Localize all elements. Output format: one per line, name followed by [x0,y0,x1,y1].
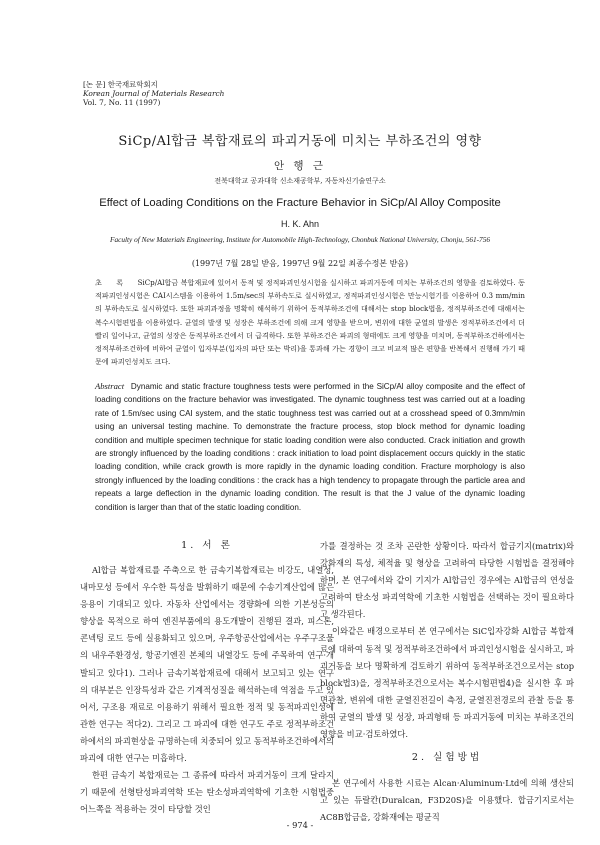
abstract-english-text: Dynamic and static fracture toughness tests were performed in the SiCp/Al alloy composite and the effect of loading conditions on the fracture behavior was investigated. The dynamic toughness test was carried out at a loading rate of 1.5m/sec using CAI system, and the static toughness test was carried out at a crosshead speed of 0.3mm/min using an universal testing machine. To demonstrate the fracture process, stop block method for dynamic loading condition and multiple specimen technique for static loading condition were also conducted. Crack initiation and growth are strongly influenced by the loading conditions : crack initiation to load point displacement occurs quickly in the static loading condition, while crack growth is more rapidly in the dynamic loading condition. Fracture morphology is also strongly influenced by the loading conditions : the crack has a high tendency to propagate through the particle area and repeats a large deflection in the dynamic loading condition. The result is that the J value of the dynamic loading condition is larger than that of the static loading condition. [95,382,525,512]
title-korean: SiCp/Al합금 복합재료의 파괴거동에 미치는 부하조건의 영향 [118,134,482,149]
author-korean: 안 행 근 [273,160,327,172]
intro-paragraph-1: Al합금 복합재료를 주축으로 한 금속기복합재료는 비강도, 내열성, 내마모성 등에서 우수한 특성을 발휘하기 때문에 수송기계산업에 많은 응용이 기대되고 있다. 자동차 산업에서는 경량화에 의한 기본성능의 향상을 목적으로 하여 엔진부품에의 용도개발이 진행된 결과, 피스톤, 콘넥팅 로드 등에 실용화되고 있으며, 우주항공산업에서는 우주구조물의 내우주환경성, 항공기엔진 본체의 내열강도 등에 주목하여 연구·개발되고 있다1). 그러나 금속기복합재료에 대해서 보고되고 있는 연구의 대부분은 인장특성과 같은 기계적성질을 해석하는데 역점을 두고 있어서, 구조용 재료로 이용하기 위해서 필요한 정적 및 동적파괴인성에 관한 연구는 적다2). 그리고 그 파괴에 대한 연구도 주로 정적부하조건하에서의 파괴현상을 규명하는데 치중되어 있고 동적부하조건하에서의 파괴에 대한 연구는 미흡하다. [80,565,334,764]
author-english: H. K. Ahn [280,219,320,229]
left-column [80,538,334,818]
title-english: Effect of Loading Conditions on the Fracture Behavior in SiCp/Al Alloy Composite [99,197,501,209]
affiliation-korean: 전북대학교 공과대학 신소재공학부, 자동차신기술연구소 [214,177,386,185]
experimental-paragraph-1: 본 연구에서 사용한 시료는 Alcan·Aluminum·Ltd에 의해 생산되고 있는 듀랄칸(Duralcan, F3D20S)을 이용했다. 합금기지로서는 AC8B합금을, 강화재에는 평균직 [320,778,574,823]
abstract-korean [95,276,525,368]
abstract-korean-text: SiCp/Al합금 복합재료에 있어서 동적 및 정적파괴인성시험을 실시하고 파괴거동에 미치는 부하조건의 영향을 검토하였다. 동적파괴인성시험은 CAI시스템을 이용하여 1.5m/sec의 부하속도로 실시하였고, 정적파괴인성시험은 만능시험기를 이용하여 0.3 mm/min의 부하속도로 실시하였다. 또한 파괴과정을 명확히 해석하기 위하여 동적부하조건에 대해서는 stop block법을, 정적부하조건에 대해서는 복수시험편법을 이용하였다. 균열의 발생 및 성장은 부하조건에 의해 크게 영향을 받으며, 변위에 대한 균열의 발생은 정적부하조건에서 더 빨리 일어나고, 균열의 성장은 동적부하조건에서 더 급격하다. 또한 부하조건은 파괴의 형태에도 크게 영향을 미치며, 동적부하조건하에서는 정적부하조건하에 비하여 균열이 입자부분(입자의 파단 또는 박리)을 통과해 가는 경향이 크고 비교적 많은 편향을 반복해서 진행해 가기 때문에 파괴인성치도 크다. [95,278,525,367]
intro-paragraph-3: 이와같은 배경으로부터 본 연구에서는 SiC입자강화 Al합금 복합재료에 대하여 동적 및 정적부하조건하에서 파괴인성시험을 실시하고, 파괴거동을 보다 명확하게 검토하기 위하여 동적부하조건으로서는 stop block법3)을, 정적부하조건으로서는 복수시험편법4)을 실시한 후 파면관찰, 변위에 대한 균열진전길이 측정, 균열진전경로의 관찰 등을 통하여 균열의 발생 및 성장, 파괴형태 등 파괴거동에 미치는 부하조건의 영향을 비교·검토하였다. [320,626,574,740]
page-number: - 974 - [286,820,314,830]
abstract-english [95,380,525,514]
section-heading-experimental: 2. 실험방법 [411,752,483,764]
received-dates: (1997년 7월 28일 받음, 1997년 9월 22일 최종수정본 받음) [191,259,409,268]
journal-header [83,80,224,107]
intro-paragraph-continued: 가를 결정하는 것 조차 곤란한 상황이다. 따라서 합금기지(matrix)와 강화재의 특성, 체적율 및 형상을 고려하여 타당한 시험법을 결정해야 하며, 본 연구에서와 같이 기지가 Al합금인 경우에는 Al합금의 연성을 고려하여 탄소성 파괴역학에 기초한 시험법을 선택하는 것이 필요하다고 생각된다. [320,541,574,620]
journal-line-ko: [논 문] 한국재료학회지 [83,80,158,89]
journal-volume: Vol. 7, No. 11 (1997) [83,98,161,107]
abstract-korean-label: 초 록 [95,278,130,287]
section-heading-introduction: 1. 서 론 [181,540,233,551]
abstract-english-label: Abstract [95,381,125,391]
journal-name-en: Korean Journal of Materials Research [83,89,225,98]
intro-paragraph-2: 한편 금속기 복합재료는 그 종류에 따라서 파괴거동이 크게 달라지기 때문에 선형탄성파괴역학 또는 탄소성파괴역학에 기초한 시험법중 어느쪽을 적용하는 것이 타당할 것인 [80,770,334,815]
affiliation-english: Faculty of New Materials Engineering, Institute for Automobile High-Technology, Chonbuk National University, Chonju, 561-756 [109,235,491,244]
right-column [320,538,574,826]
